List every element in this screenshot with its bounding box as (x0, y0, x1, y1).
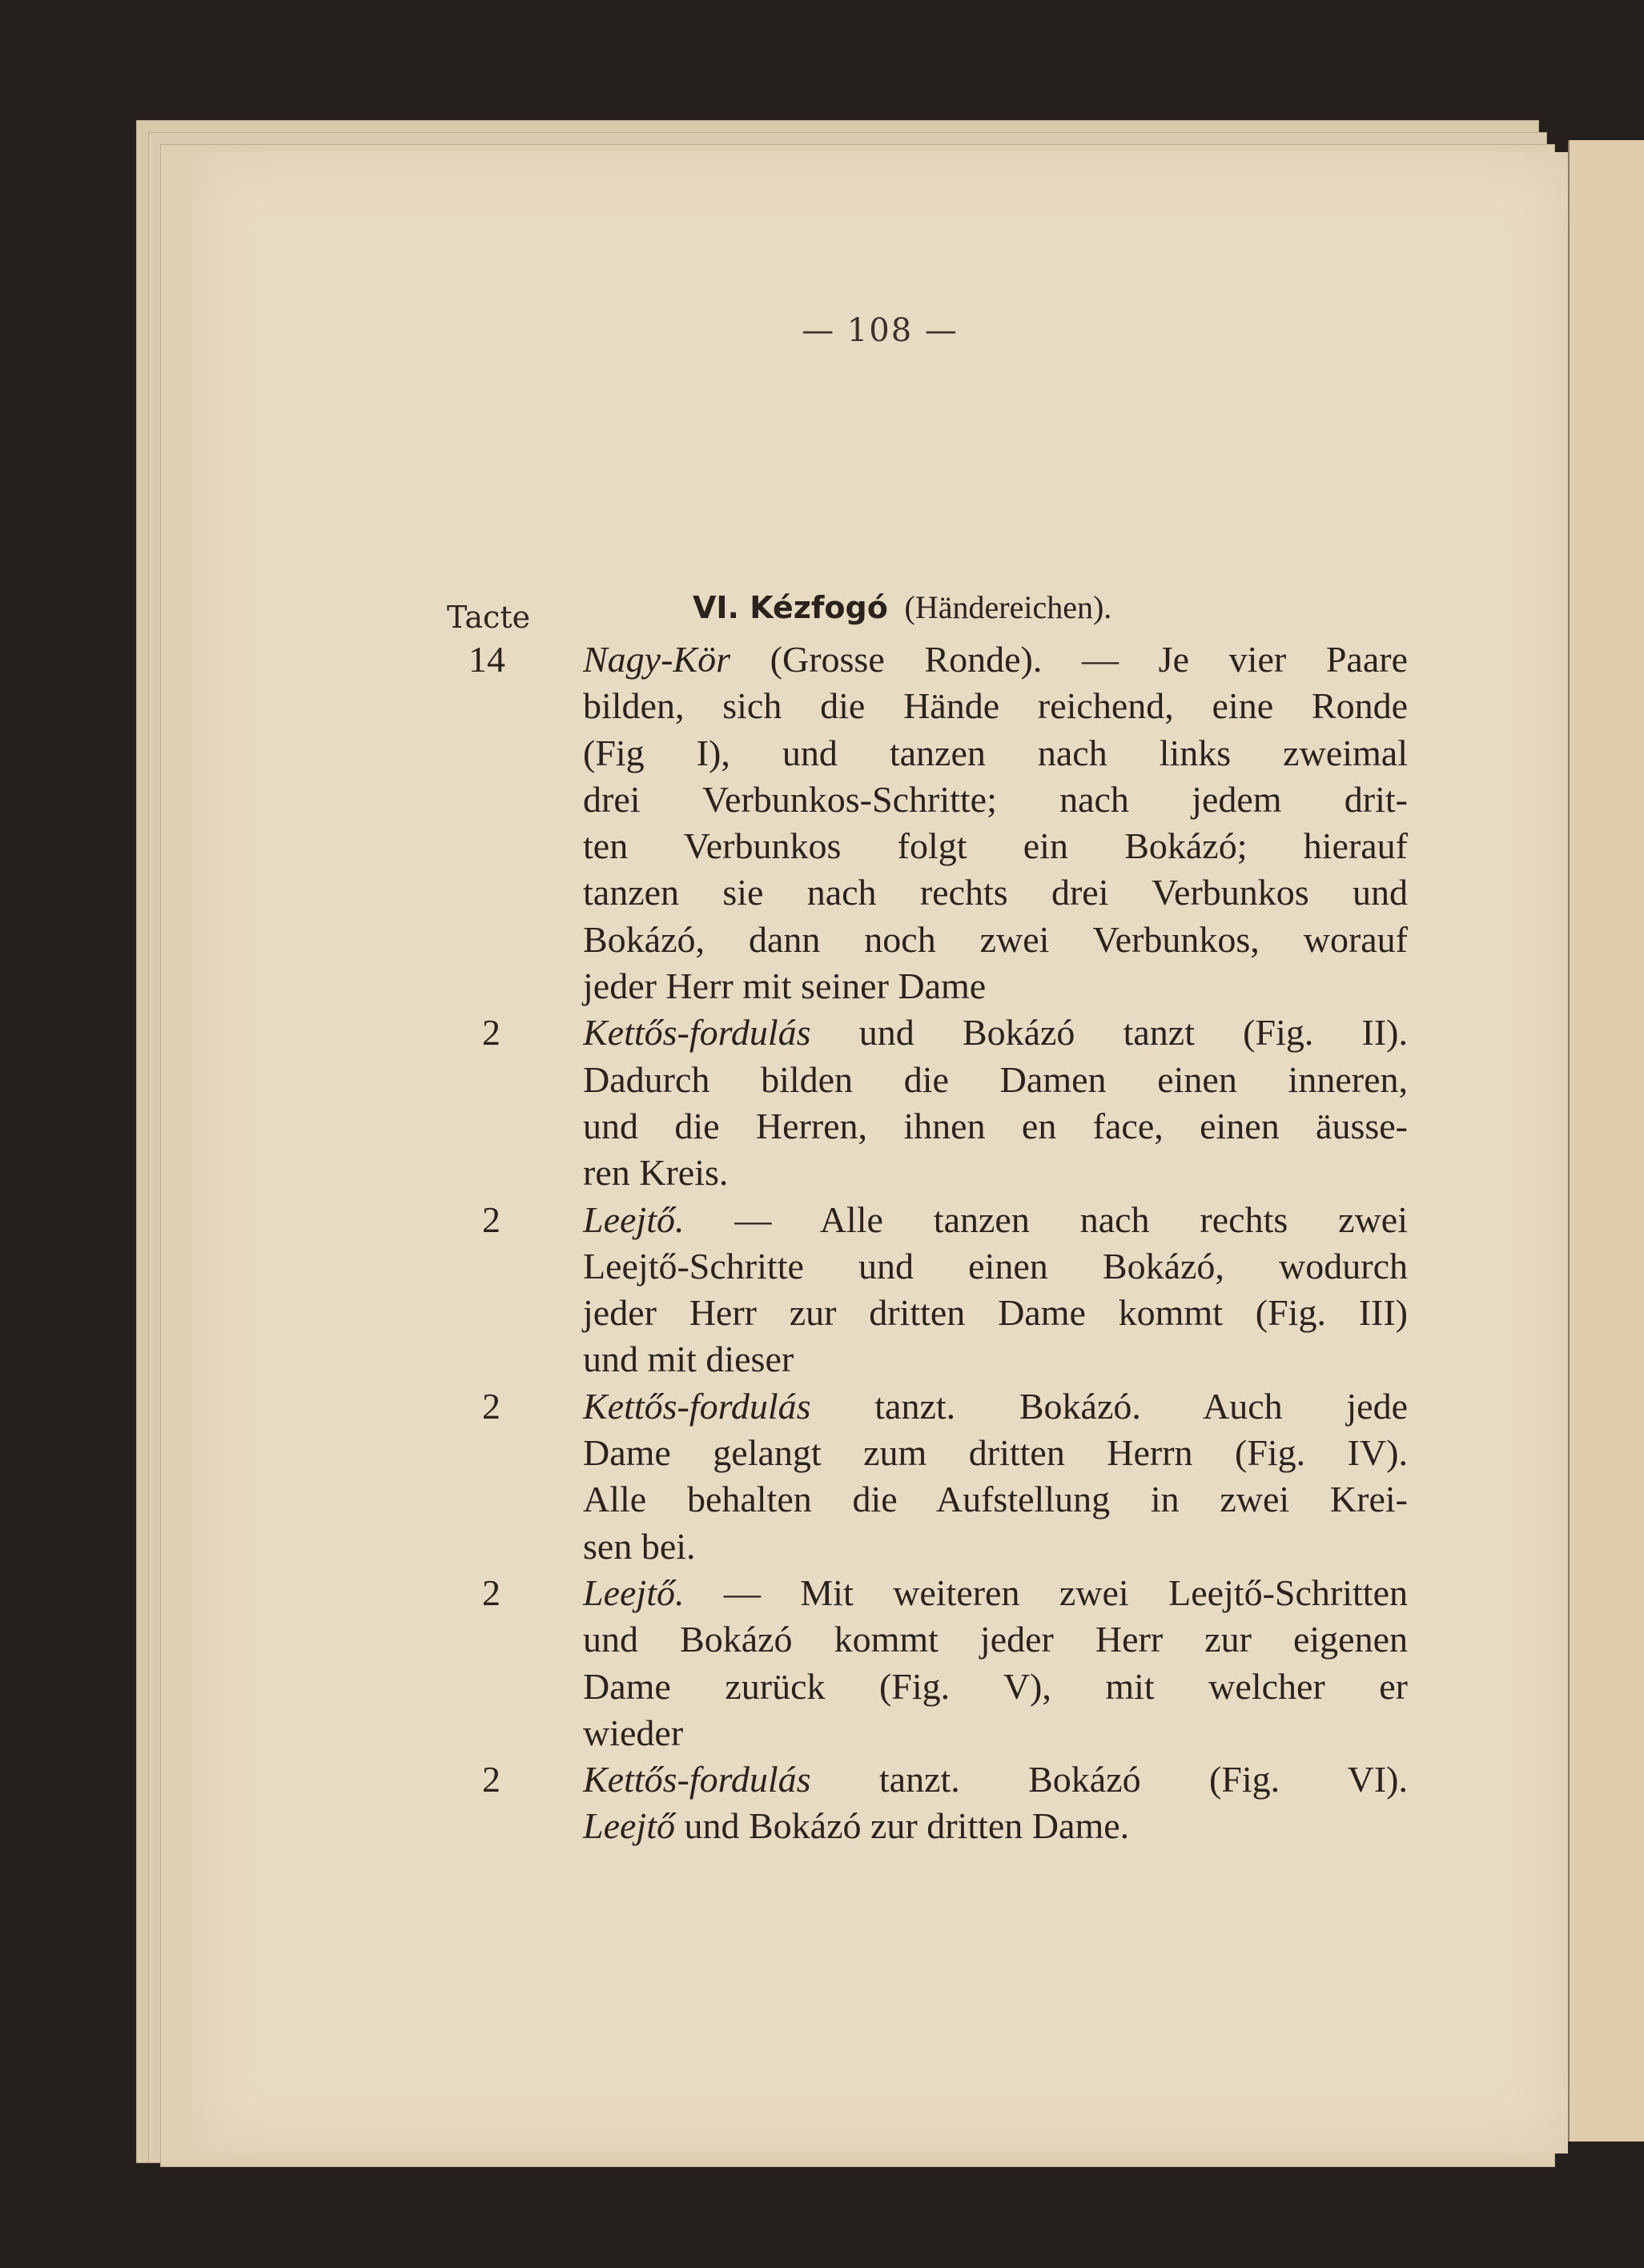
text-line (583, 636, 1408, 683)
tacte-count: 2 (482, 1198, 500, 1240)
text-line (583, 1336, 1408, 1383)
line-text: bilden, sich die Hände reichend, eine Ronde (583, 685, 1408, 727)
dance-entry (192, 1756, 1568, 1850)
text-block (192, 588, 1568, 1850)
line-text: — Alle tanzen nach rechts zwei (684, 1198, 1408, 1240)
text-line (583, 1570, 1408, 1616)
text-line (583, 1756, 1408, 1803)
text-line (583, 917, 1408, 963)
tacte-count: 2 (482, 1572, 500, 1613)
italic-term: Kettős-fordulás (583, 1759, 811, 1800)
text-line (583, 1150, 1408, 1196)
text-line (583, 869, 1408, 916)
text-line (583, 683, 1408, 729)
line-text: Dadurch bilden die Damen einen inneren, (583, 1058, 1408, 1100)
line-text: jeder Herr mit seiner Dame (583, 965, 987, 1007)
line-text: Dame gelangt zum dritten Herrn (Fig. IV). (583, 1432, 1408, 1474)
tacte-count: 14 (468, 639, 505, 680)
italic-term: Leejtő. (583, 1198, 685, 1240)
text-line (583, 1664, 1408, 1710)
text-line (583, 1523, 1408, 1570)
line-text: jeder Herr zur dritten Dame kommt (Fig. III) (583, 1292, 1408, 1334)
entry-description (583, 1010, 1408, 1196)
line-text: und die Herren, ihnen en face, einen äusse- (583, 1105, 1408, 1146)
text-line (583, 1103, 1408, 1150)
dance-entry (192, 1383, 1568, 1570)
line-text: ren Kreis. (583, 1152, 729, 1194)
adjacent-page-edge (1568, 140, 1644, 2142)
page-number: — 108 — (802, 312, 959, 349)
entry-description (583, 1756, 1408, 1850)
tacte-count: 2 (482, 1012, 500, 1054)
line-text: wieder (583, 1712, 684, 1753)
text-line (583, 1010, 1408, 1056)
italic-term: Kettős-fordulás (583, 1012, 811, 1054)
text-line (583, 1476, 1408, 1523)
text-line (583, 1710, 1408, 1756)
text-line (583, 963, 1408, 1010)
dance-entry (192, 1010, 1568, 1196)
text-line (583, 1803, 1408, 1849)
line-text: Bokázó, dann noch zwei Verbunkos, worauf (583, 918, 1408, 960)
section-heading (192, 588, 1568, 636)
line-text: und Bokázó kommt jeder Herr zur eigenen (583, 1619, 1408, 1660)
line-text: und Bokázó tanzt (Fig. II). (810, 1012, 1408, 1054)
entry-description (583, 1570, 1408, 1756)
line-text: Dame zurück (Fig. V), mit welcher er (583, 1665, 1408, 1707)
text-line (583, 1383, 1408, 1430)
tacte-count: 2 (482, 1385, 500, 1427)
text-line (583, 1197, 1408, 1243)
tacte-count: 2 (482, 1759, 500, 1800)
entry-description (583, 1383, 1408, 1570)
text-line (583, 1057, 1408, 1103)
book-page (192, 152, 1568, 2154)
text-line (583, 730, 1408, 777)
line-text: und Bokázó zur dritten Dame. (674, 1805, 1130, 1847)
line-text: (Fig I), und tanzen nach links zweimal (583, 732, 1408, 773)
line-text: sen bei. (583, 1525, 696, 1567)
text-line (583, 1430, 1408, 1476)
line-text: ten Verbunkos folgt ein Bokázó; hierauf (583, 825, 1408, 867)
italic-term: Kettős-fordulás (583, 1385, 811, 1427)
dance-entry (192, 636, 1568, 1010)
dance-entry (192, 1197, 1568, 1383)
italic-term: Nagy-Kör (583, 639, 730, 680)
text-line (583, 823, 1408, 869)
italic-term: Leejtő (583, 1805, 675, 1847)
tacte-column-label: Tacte (447, 600, 531, 635)
line-text: tanzt. Bokázó (Fig. VI). (810, 1759, 1408, 1800)
italic-term: Leejtő. (583, 1572, 685, 1613)
line-text: tanzen sie nach rechts drei Verbunkos und (583, 872, 1408, 913)
line-text: Leejtő-Schritte und einen Bokázó, wodurch (583, 1245, 1408, 1287)
section-title (693, 588, 1111, 626)
dance-entry (192, 1570, 1568, 1756)
entry-description (583, 1197, 1408, 1383)
line-text: (Grosse Ronde). — Je vier Paare (730, 639, 1408, 680)
line-text: — Mit weiteren zwei Leejtő-Schritten (684, 1572, 1408, 1613)
line-text: Alle behalten die Aufstellung in zwei Krei- (583, 1479, 1408, 1520)
section-title-main: VI. Kézfogó (693, 590, 888, 625)
text-line (583, 1243, 1408, 1290)
text-line (583, 777, 1408, 823)
entry-description (583, 636, 1408, 1010)
line-text: und mit dieser (583, 1339, 794, 1380)
entries-list (192, 636, 1568, 1850)
text-line (583, 1290, 1408, 1336)
line-text: drei Verbunkos-Schritte; nach jedem drit- (583, 778, 1408, 820)
line-text: tanzt. Bokázó. Auch jede (810, 1385, 1408, 1427)
section-title-translation: (Händereichen). (904, 589, 1112, 625)
text-line (583, 1616, 1408, 1663)
